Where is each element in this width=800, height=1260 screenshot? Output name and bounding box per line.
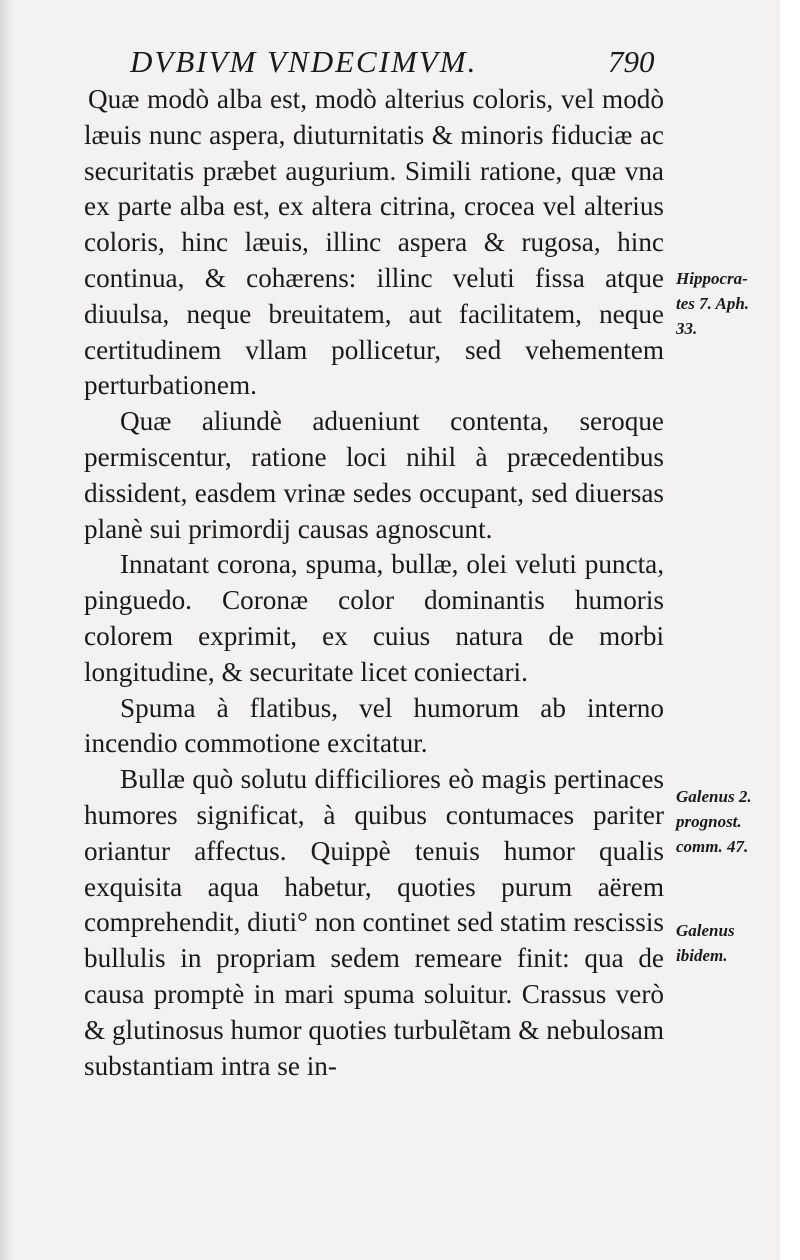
margin-note-line: prognost. — [676, 812, 742, 831]
margin-note-line: Galenus — [676, 921, 735, 940]
paragraph-5: Bullæ quò solutu difficiliores eò magis pertinaces humores significat, à quibus contumaces pariter oriantur affectus. Quippè tenuis humor qualis exquisita aqua habetur, quoties purum aërem comprehendit, diuti° non continet sed statim rescissis bullulis in propriam sedem remeare finit: qua de causa promptè in mari spuma soluitur. Crassus verò & glutinosus humor quoties turbulẽtam & nebulosam substantiam intra se in- — [84, 764, 664, 1081]
running-title: DVBIVM VNDECIMVM. — [130, 44, 478, 79]
page-gutter-shadow — [0, 0, 14, 1260]
margin-note-hippocrates — [676, 266, 749, 341]
margin-note-line: comm. 47. — [676, 837, 749, 856]
margin-note-galenus-prognost — [676, 784, 752, 859]
margin-note-line: Galenus 2. — [676, 787, 752, 806]
margin-note-line: ibidem. — [676, 946, 728, 965]
paragraph-4: Spuma à flatibus, vel humorum ab interno incendio commotione excitatur. — [84, 692, 664, 759]
running-header — [120, 44, 660, 84]
body-text — [84, 82, 664, 1084]
paragraph-2: Quæ aliundè adueniunt contenta, seroque permiscentur, ratione loci nihil à præcedentibus dissident, easdem vrinæ sedes occupant, sed diuersas planè sui primordij causas agnoscunt. — [84, 406, 664, 544]
page-outer-edge — [780, 0, 800, 1260]
margin-note-galenus-ibidem — [676, 918, 735, 968]
page-number: 790 — [608, 44, 655, 79]
paragraph-1: Quæ modò alba est, modò alterius coloris, vel modò læuis nunc aspera, diuturnitatis & minoris fiduciæ ac securitatis præbet augurium. Simili ratione, quæ vna ex parte alba est, ex altera citrina, crocea vel alterius coloris, hinc læuis, illinc aspera & rugosa, hinc continua, & cohærens: illinc veluti fissa atque diuulsa, neque breuitatem, aut facilitatem, neque certitudinem vllam pollicetur, sed vehementem perturbationem. — [84, 84, 664, 401]
paragraph-3: Innatant corona, spuma, bullæ, olei veluti puncta, pinguedo. Coronæ color dominantis humoris colorem exprimit, ex cuius natura de morbi longitudine, & securitate licet coniectari. — [84, 549, 664, 687]
margin-note-line: 33. — [676, 319, 698, 338]
margin-note-line: tes 7. Aph. — [676, 294, 750, 313]
margin-note-line: Hippocra- — [676, 269, 748, 288]
